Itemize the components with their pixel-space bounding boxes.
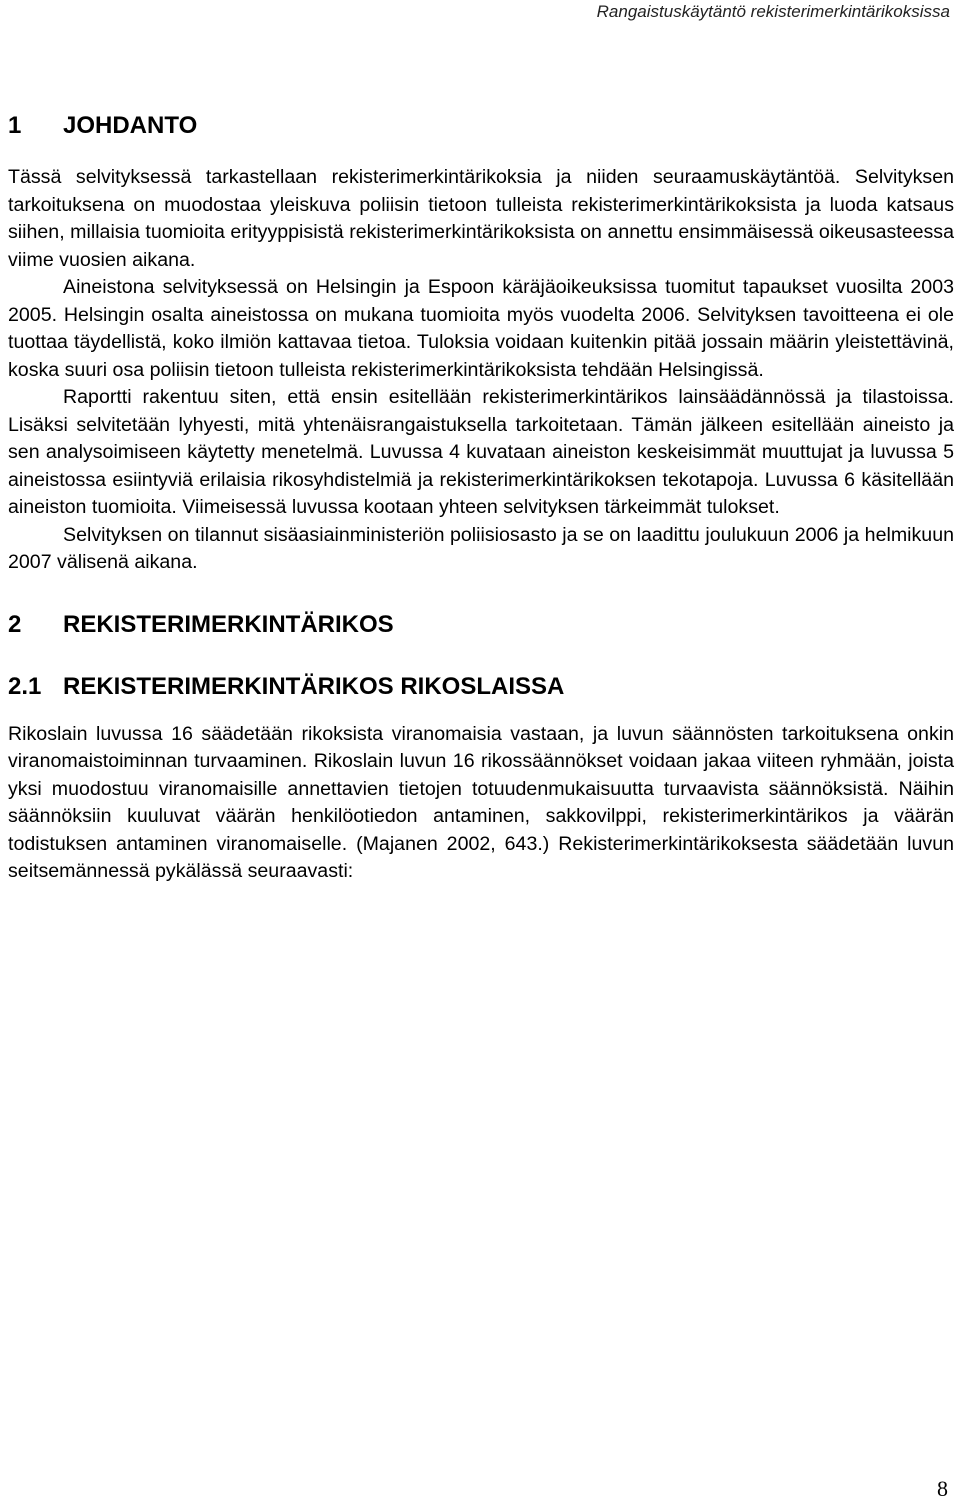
heading-number: 2: [8, 610, 22, 638]
heading-number: 2.1: [8, 672, 42, 700]
heading-title: REKISTERIMERKINTÄRIKOS: [63, 610, 394, 638]
heading-rekisterimerkintarikos: [8, 609, 954, 641]
heading-johdanto: [8, 110, 954, 142]
heading-rikoslaissa: [8, 671, 954, 703]
document-body: [8, 110, 954, 886]
paragraph: Selvityksen on tilannut sisäasiainministeriön poliisiosasto ja se on laadittu joulukuun 2006 ja helmikuun 2007 välisenä aikana.: [8, 523, 954, 573]
heading-title: REKISTERIMERKINTÄRIKOS RIKOSLAISSA: [63, 672, 565, 700]
paragraph: Raportti rakentuu siten, että ensin esitellään rekisterimerkintärikos lainsäädännössä ja tilastoissa. Lisäksi selvitetään lyhyesti, mitä yhtenäisrangaistuksella tarkoitetaan. Tämän jälkeen esitellään aineisto ja sen analysoimiseen käytetty menetelmä. Luvussa 4 kuvataan aineiston keskeisimmät muuttujat ja luvussa 5 aineistossa esiintyviä erilaisia rikosyhdistelmiä ja rekisterimerkintärikoksen tekotapoja. Luvussa 6 käsitellään aineiston tuomioita. Viimeisessä luvussa kootaan yhteen selvityksen tärkeimmät tulokset.: [8, 386, 954, 518]
page-number: 8: [937, 1476, 948, 1501]
heading-number: 1: [8, 112, 22, 139]
paragraph: Rikoslain luvussa 16 säädetään rikoksista viranomaisia vastaan, ja luvun säännösten tarkoituksena onkin viranomaistoiminnan turvaaminen. Rikoslain luvun 16 rikossäännökset voidaan jakaa viiteen ryhmään, joista yksi muodostuu viranomaisille annettavien tietojen totuudenmukaisuutta turvaavista säännöksistä. Näihin säännöksiin kuuluvat väärän henkilöotiedon antaminen, sakkovilppi, rekisterimerkintärikos ja väärän todistuksen antaminen viranomaiselle. (Majanen 2002, 643.) Rekisterimerkintärikoksesta säädetään luvun seitsemännessä pykälässä seuraavasti:: [8, 722, 954, 882]
running-header: Rangaistuskäytäntö rekisterimerkintärikoksissa: [596, 2, 950, 21]
heading-title: JOHDANTO: [63, 112, 198, 139]
paragraph: Tässä selvityksessä tarkastellaan rekisterimerkintärikoksia ja niiden seuraamuskäytäntöä. Selvityksen tarkoituksena on muodostaa yleiskuva poliisin tietoon tulleista rekisterimerkintärikoksista ja luoda katsaus siihen, millaisia tuomioita erityyppisistä rekisterimerkintärikoksista on annettu ensimmäisessä oikeusasteessa viime vuosien aikana.: [8, 166, 954, 271]
paragraph: Aineistona selvityksessä on Helsingin ja Espoon käräjäoikeuksissa tuomitut tapaukset vuosilta 2003 2005. Helsingin osalta aineistossa on mukana tuomioita myös vuodelta 2006. Selvityksen tavoitteena ei ole tuottaa täydellistä, koko ilmiön kattavaa tietoa. Tuloksia voidaan kuitenkin pitää jossain määrin yleistettävinä, koska suuri osa poliisin tietoon tulleista rekisterimerkintärikoksista tehdään Helsingissä.: [8, 276, 954, 381]
